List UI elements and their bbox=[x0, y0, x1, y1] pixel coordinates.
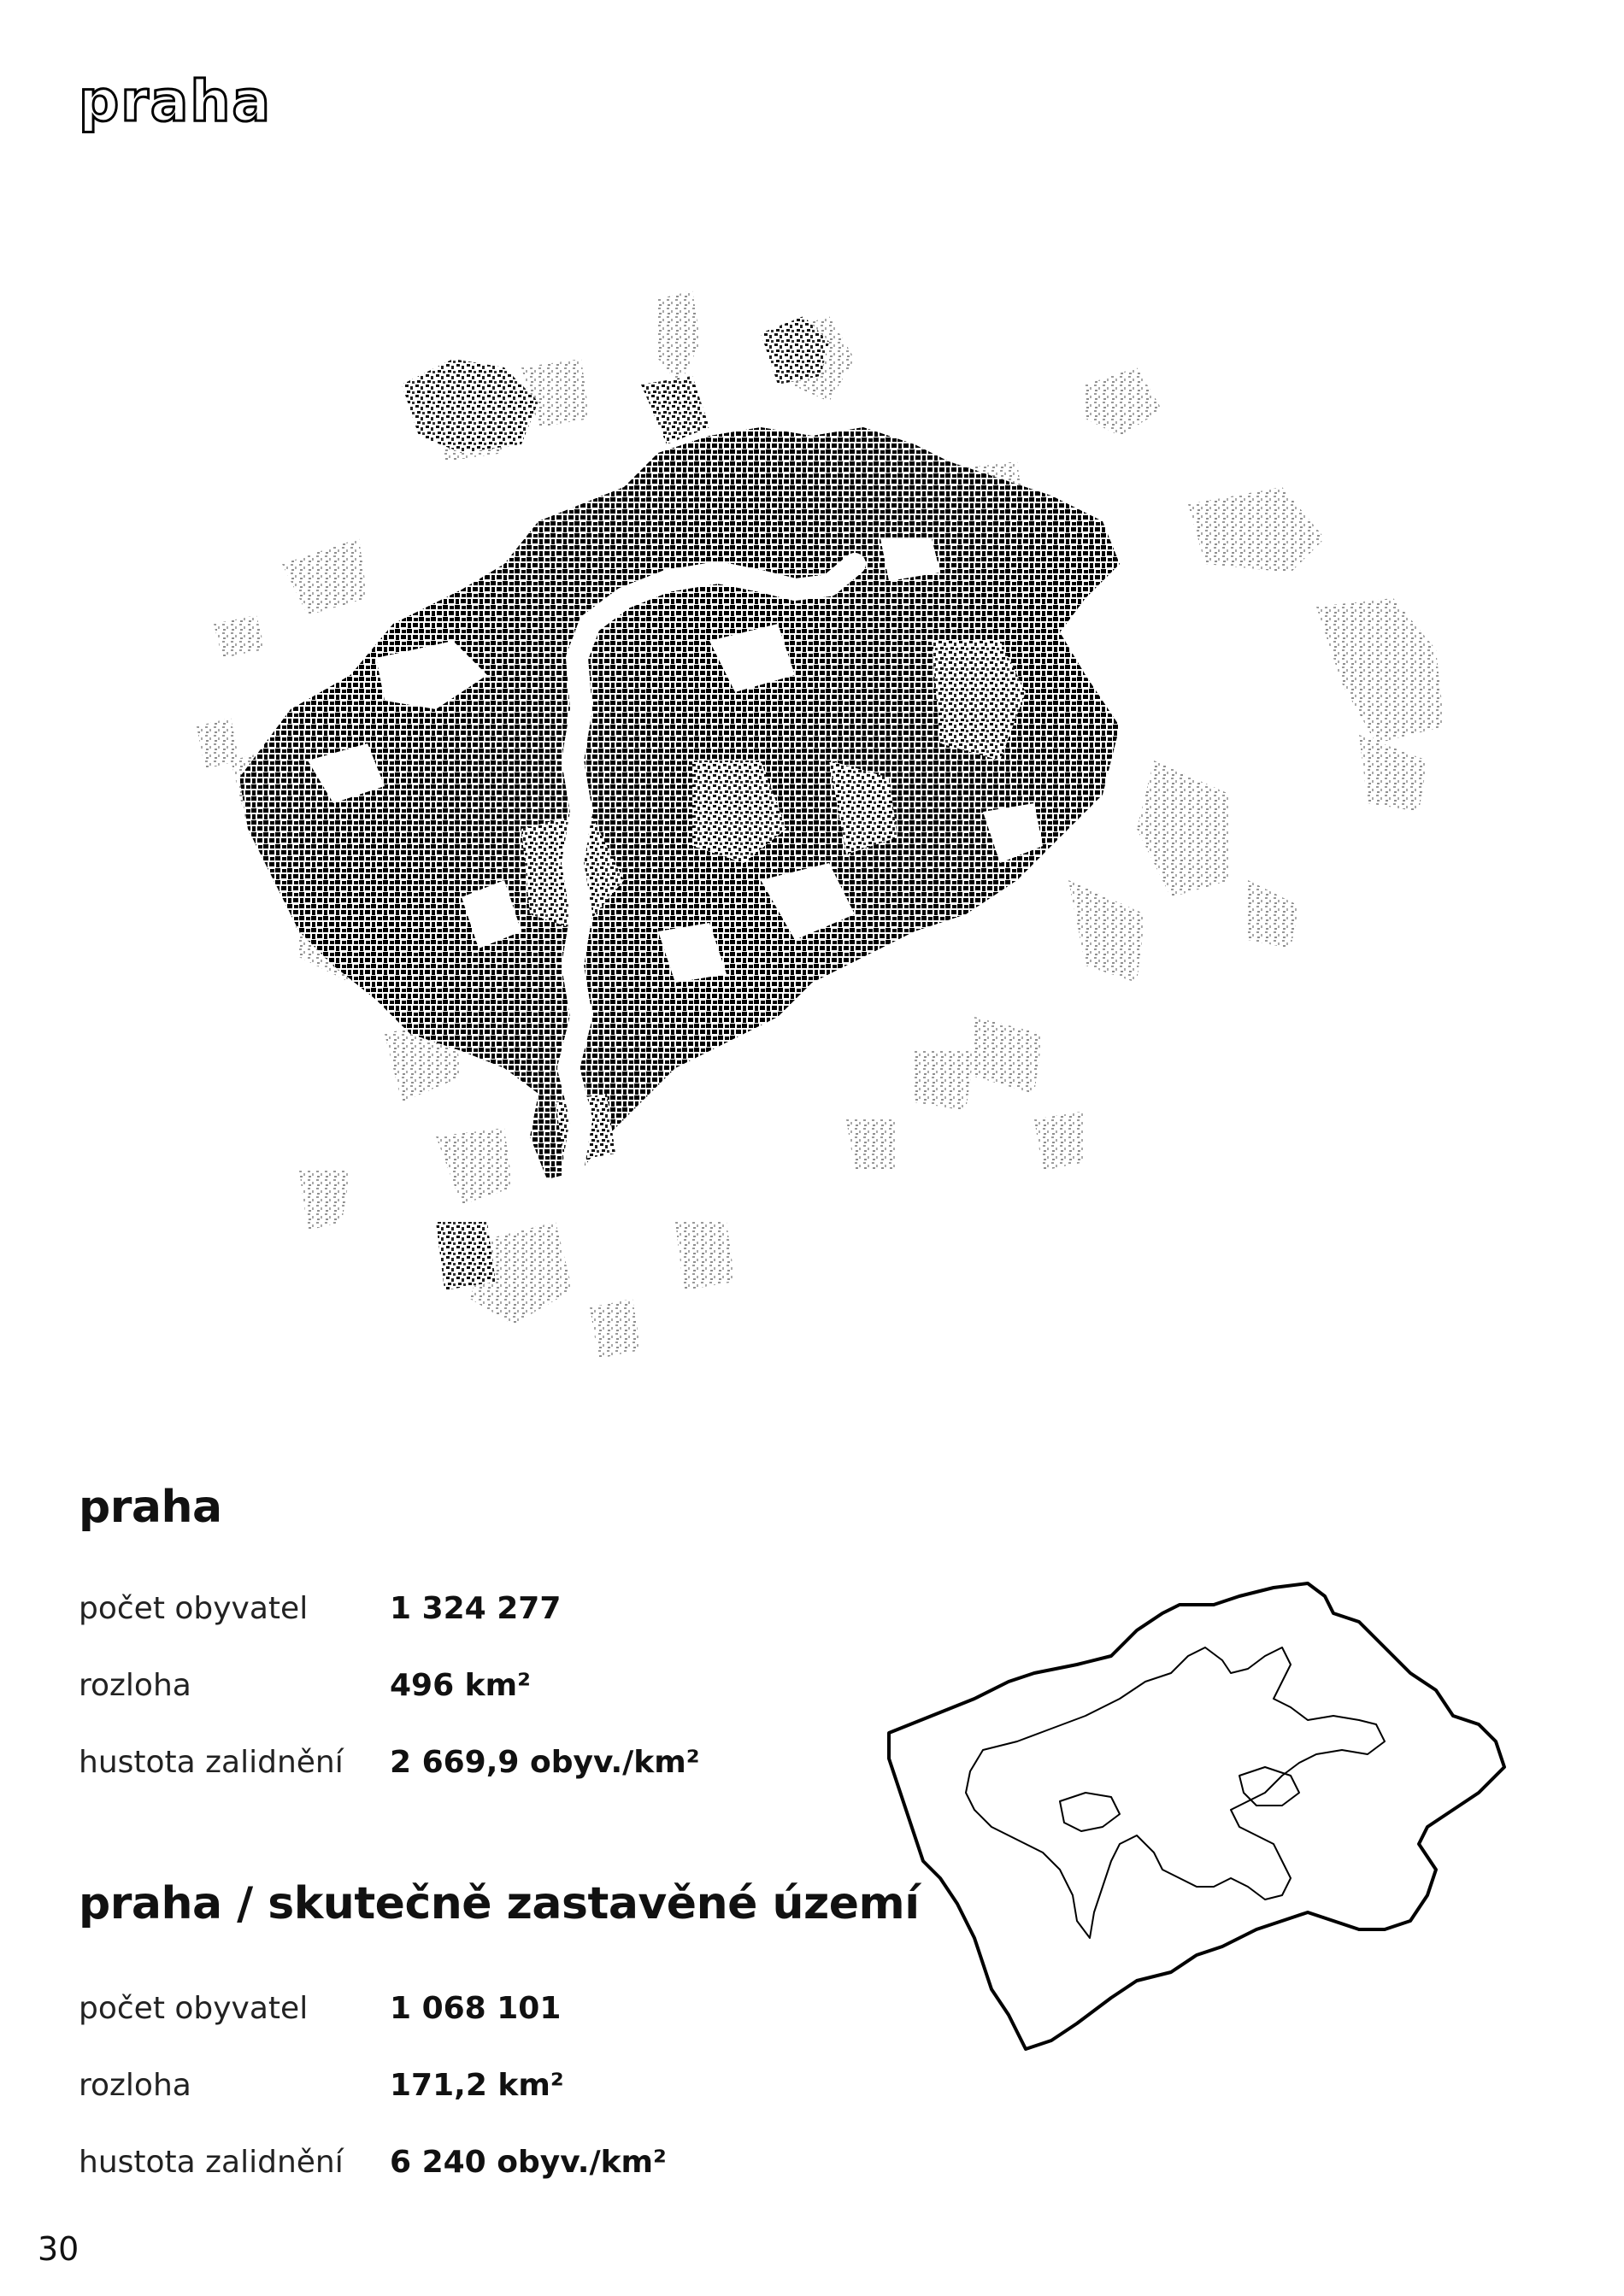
stat-label: rozloha bbox=[79, 2068, 191, 2103]
stat-row-population bbox=[79, 1591, 728, 1634]
stat-row-area bbox=[79, 1668, 728, 1711]
urban-core-built-area bbox=[239, 316, 1120, 1290]
page-title: praha bbox=[79, 68, 272, 134]
stat-value: 1 324 277 bbox=[390, 1591, 562, 1626]
stat-value: 496 km² bbox=[390, 1668, 531, 1703]
stat-value: 171,2 km² bbox=[390, 2068, 564, 2103]
stat-label: hustota zalidnění bbox=[79, 2145, 344, 2180]
city-boundary-outline-map bbox=[880, 1579, 1513, 2058]
stat-row-density bbox=[79, 1745, 728, 1788]
stat-label: počet obyvatel bbox=[79, 1591, 309, 1626]
page-number: 30 bbox=[38, 2230, 79, 2268]
stat-label: počet obyvatel bbox=[79, 1991, 309, 2026]
stat-row-population bbox=[79, 1991, 728, 2034]
stat-value: 2 669,9 obyv./km² bbox=[390, 1745, 700, 1780]
built-up-core-boundary bbox=[966, 1647, 1385, 1938]
section-heading-praha: praha bbox=[79, 1482, 222, 1533]
city-figure-ground-map bbox=[179, 282, 1513, 1393]
stat-value: 6 240 obyv./km² bbox=[390, 2145, 667, 2180]
stat-value: 1 068 101 bbox=[390, 1991, 562, 2026]
stat-row-area bbox=[79, 2068, 728, 2111]
inner-enclave-boundary bbox=[1239, 1767, 1299, 1806]
stat-row-density bbox=[79, 2145, 728, 2187]
stat-label: hustota zalidnění bbox=[79, 1745, 344, 1780]
section-heading-built-up-area: praha / skutečně zastavěné území bbox=[79, 1878, 920, 1929]
inner-enclave-boundary bbox=[1060, 1793, 1120, 1831]
stat-label: rozloha bbox=[79, 1668, 191, 1703]
